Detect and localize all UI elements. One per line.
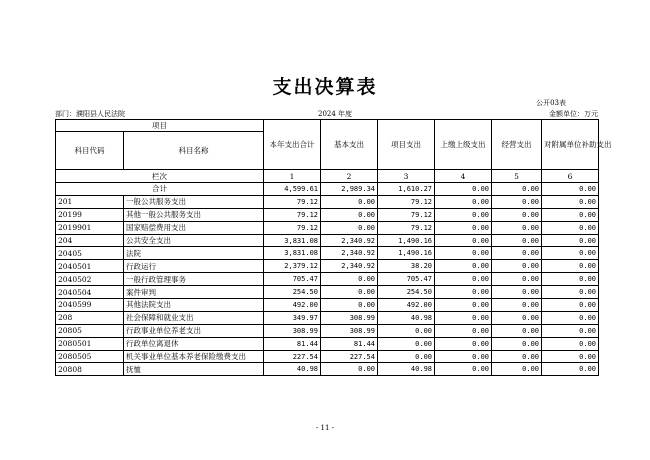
- col-number: 5: [492, 170, 542, 183]
- subject-code: 20405: [56, 247, 124, 260]
- department-label: 部门：濮阳县人民法院: [55, 110, 125, 118]
- subject-code: 2080501: [56, 337, 124, 350]
- amount-cell: 0.00: [321, 195, 378, 208]
- amount-cell: 79.12: [378, 208, 435, 221]
- amount-cell: 0.00: [542, 299, 599, 312]
- table-row: [56, 311, 599, 324]
- amount-cell: 0.00: [542, 273, 599, 286]
- amount-cell: 81.44: [264, 337, 321, 350]
- header-basic: 基本支出: [321, 120, 378, 170]
- table-row: [56, 195, 599, 208]
- subject-code: 2040502: [56, 273, 124, 286]
- subject-name: 其他法院支出: [124, 299, 264, 312]
- header-business: 经营支出: [492, 120, 542, 170]
- header-total: 本年支出合计: [264, 120, 321, 170]
- amount-cell: 0.00: [492, 299, 542, 312]
- amount-cell: 81.44: [321, 337, 378, 350]
- subject-name: 其他一般公共服务支出: [124, 208, 264, 221]
- amount-cell: 0.00: [542, 311, 599, 324]
- subject-code: 201: [56, 195, 124, 208]
- amount-cell: 3,831.08: [264, 247, 321, 260]
- subject-name: 社会保障和就业支出: [124, 311, 264, 324]
- amount-cell: 492.00: [264, 299, 321, 312]
- amount-cell: 308.99: [264, 324, 321, 337]
- total-value: 0.00: [492, 183, 542, 196]
- subject-name: 一般公共服务支出: [124, 195, 264, 208]
- header-subsidy: 对附属单位补助支出: [542, 120, 599, 170]
- subject-name: 国家赔偿费用支出: [124, 221, 264, 234]
- subject-code: 2040599: [56, 299, 124, 312]
- subject-name: 行政运行: [124, 260, 264, 273]
- amount-cell: 0.00: [542, 195, 599, 208]
- amount-cell: 227.54: [321, 350, 378, 363]
- amount-cell: 79.12: [378, 195, 435, 208]
- total-label: 合计: [56, 183, 264, 196]
- subject-name: 案件审判: [124, 286, 264, 299]
- header-name: 科目名称: [124, 132, 264, 170]
- subject-code: 2040504: [56, 286, 124, 299]
- subject-code: 2019901: [56, 221, 124, 234]
- amount-cell: 0.00: [435, 234, 492, 247]
- col-number: 2: [321, 170, 378, 183]
- subject-name: 一般行政管理事务: [124, 273, 264, 286]
- amount-cell: 0.00: [435, 337, 492, 350]
- subject-code: 208: [56, 311, 124, 324]
- table-row: [56, 286, 599, 299]
- subject-code: 204: [56, 234, 124, 247]
- amount-cell: 2,379.12: [264, 260, 321, 273]
- subject-code: 20199: [56, 208, 124, 221]
- amount-cell: 2,340.92: [321, 260, 378, 273]
- subject-code: 2080505: [56, 350, 124, 363]
- amount-cell: 308.99: [321, 311, 378, 324]
- subject-name: 行政单位离退休: [124, 337, 264, 350]
- amount-cell: 0.00: [492, 247, 542, 260]
- expenditure-table: [55, 119, 612, 376]
- table-row: [56, 337, 599, 350]
- amount-cell: 0.00: [321, 363, 378, 376]
- page-number: - 11 -: [315, 424, 335, 432]
- amount-cell: 0.00: [435, 299, 492, 312]
- total-value: 4,599.61: [264, 183, 321, 196]
- amount-cell: 0.00: [378, 350, 435, 363]
- amount-cell: 0.00: [321, 221, 378, 234]
- amount-cell: 0.00: [542, 221, 599, 234]
- amount-cell: 0.00: [435, 273, 492, 286]
- amount-cell: 2,340.92: [321, 247, 378, 260]
- subject-name: 抚恤: [124, 363, 264, 376]
- amount-cell: 0.00: [435, 286, 492, 299]
- amount-cell: 0.00: [378, 324, 435, 337]
- total-value: 0.00: [542, 183, 599, 196]
- amount-cell: 0.00: [378, 337, 435, 350]
- amount-cell: 79.12: [264, 195, 321, 208]
- table-row: [56, 324, 599, 337]
- amount-cell: 1,490.16: [378, 234, 435, 247]
- table-row: [56, 299, 599, 312]
- amount-cell: 705.47: [378, 273, 435, 286]
- table-row: [56, 350, 599, 363]
- table-row: [56, 247, 599, 260]
- total-row: [56, 183, 599, 196]
- amount-cell: 0.00: [492, 324, 542, 337]
- amount-cell: 0.00: [435, 363, 492, 376]
- subject-name: 公共安全支出: [124, 234, 264, 247]
- header-project: 项目支出: [378, 120, 435, 170]
- subject-code: 2040501: [56, 260, 124, 273]
- amount-cell: 79.12: [264, 221, 321, 234]
- subject-name: 行政事业单位养老支出: [124, 324, 264, 337]
- amount-cell: 0.00: [435, 350, 492, 363]
- amount-cell: 0.00: [542, 324, 599, 337]
- amount-cell: 0.00: [492, 221, 542, 234]
- col-number: 4: [435, 170, 492, 183]
- subject-code: 20805: [56, 324, 124, 337]
- amount-cell: 0.00: [542, 260, 599, 273]
- unit-label: 金额单位：万元: [549, 110, 598, 118]
- amount-cell: 0.00: [321, 208, 378, 221]
- page-title: 支出决算表: [272, 76, 378, 98]
- amount-cell: 0.00: [492, 273, 542, 286]
- amount-cell: 492.00: [378, 299, 435, 312]
- subject-name: 法院: [124, 247, 264, 260]
- amount-cell: 0.00: [492, 337, 542, 350]
- amount-cell: 79.12: [264, 208, 321, 221]
- amount-cell: 0.00: [435, 324, 492, 337]
- table-row: [56, 234, 599, 247]
- table-row: [56, 208, 599, 221]
- col-number: 1: [264, 170, 321, 183]
- subject-name: 机关事业单位基本养老保险缴费支出: [124, 350, 264, 363]
- total-value: 0.00: [435, 183, 492, 196]
- amount-cell: 0.00: [435, 221, 492, 234]
- amount-cell: 0.00: [542, 286, 599, 299]
- table-row: [56, 273, 599, 286]
- amount-cell: 0.00: [435, 195, 492, 208]
- amount-cell: 0.00: [492, 350, 542, 363]
- amount-cell: 254.50: [378, 286, 435, 299]
- amount-cell: 0.00: [492, 311, 542, 324]
- amount-cell: 0.00: [435, 208, 492, 221]
- header-item: 项目: [56, 120, 264, 132]
- amount-cell: 1,490.16: [378, 247, 435, 260]
- col-number: 6: [542, 170, 599, 183]
- header-upper: 上缴上级支出: [435, 120, 492, 170]
- total-value: 2,989.34: [321, 183, 378, 196]
- amount-cell: 0.00: [542, 337, 599, 350]
- form-code: 公开03表: [536, 99, 566, 107]
- table-row: [56, 260, 599, 273]
- total-value: 1,610.27: [378, 183, 435, 196]
- amount-cell: 40.98: [378, 363, 435, 376]
- amount-cell: 0.00: [492, 195, 542, 208]
- amount-cell: 40.98: [378, 311, 435, 324]
- amount-cell: 254.50: [264, 286, 321, 299]
- table-row: [56, 221, 599, 234]
- amount-cell: 40.98: [264, 363, 321, 376]
- amount-cell: 0.00: [435, 260, 492, 273]
- subject-code: 20808: [56, 363, 124, 376]
- amount-cell: 79.12: [378, 221, 435, 234]
- amount-cell: 0.00: [542, 363, 599, 376]
- amount-cell: 0.00: [542, 234, 599, 247]
- header-code: 科目代码: [56, 132, 124, 170]
- amount-cell: 349.97: [264, 311, 321, 324]
- amount-cell: 0.00: [492, 363, 542, 376]
- amount-cell: 308.99: [321, 324, 378, 337]
- amount-cell: 0.00: [542, 247, 599, 260]
- header-column-no: 栏次: [56, 170, 264, 183]
- col-number: 3: [378, 170, 435, 183]
- amount-cell: 0.00: [435, 311, 492, 324]
- amount-cell: 0.00: [321, 286, 378, 299]
- amount-cell: 0.00: [435, 247, 492, 260]
- amount-cell: 0.00: [542, 350, 599, 363]
- amount-cell: 0.00: [492, 286, 542, 299]
- year-label: 2024 年度: [318, 110, 353, 118]
- amount-cell: 0.00: [492, 260, 542, 273]
- amount-cell: 0.00: [321, 273, 378, 286]
- amount-cell: 705.47: [264, 273, 321, 286]
- amount-cell: 0.00: [321, 299, 378, 312]
- amount-cell: 227.54: [264, 350, 321, 363]
- amount-cell: 3,831.08: [264, 234, 321, 247]
- table-row: [56, 363, 599, 376]
- amount-cell: 38.20: [378, 260, 435, 273]
- amount-cell: 0.00: [492, 234, 542, 247]
- amount-cell: 0.00: [492, 208, 542, 221]
- amount-cell: 2,340.92: [321, 234, 378, 247]
- amount-cell: 0.00: [542, 208, 599, 221]
